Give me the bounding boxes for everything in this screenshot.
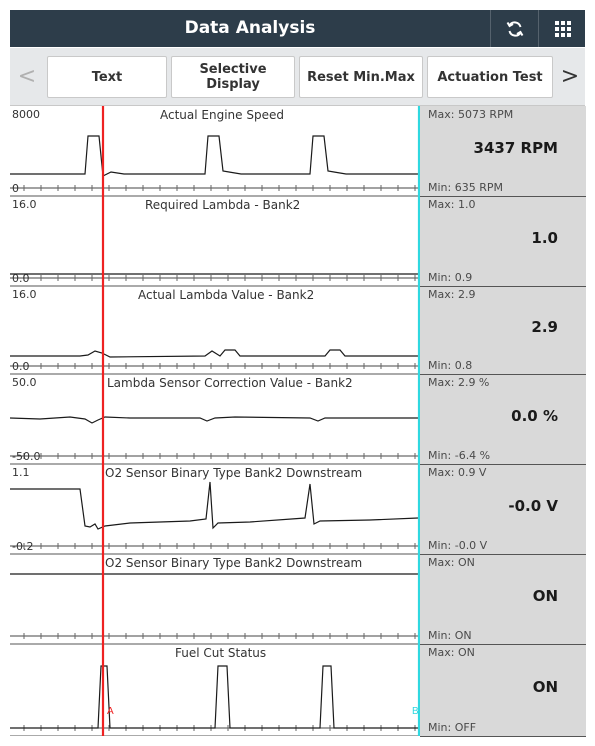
min-value: Min: OFF xyxy=(428,721,477,734)
grid-menu-button[interactable] xyxy=(538,10,587,47)
max-value: Max: 2.9 % xyxy=(428,376,490,389)
value-sidebar xyxy=(420,106,586,736)
max-value: Max: ON xyxy=(428,556,475,569)
refresh-button[interactable] xyxy=(490,10,539,47)
cursor-b-label: B xyxy=(412,706,419,717)
prev-arrow-button[interactable]: < xyxy=(17,64,37,89)
current-value: ON xyxy=(532,678,558,696)
y-axis-max-label: 16.0 xyxy=(12,198,37,211)
min-value: Min: 0.8 xyxy=(428,359,473,372)
value-panel xyxy=(420,554,586,645)
panel-title: Required Lambda - Bank2 xyxy=(145,198,301,212)
value-panel xyxy=(420,644,586,737)
signal-trace xyxy=(10,136,418,176)
text-button[interactable]: Text xyxy=(47,56,167,98)
selective-display-button[interactable]: Selective Display xyxy=(171,56,295,98)
panel-title: Lambda Sensor Correction Value - Bank2 xyxy=(107,376,353,390)
max-value: Max: 5073 RPM xyxy=(428,108,514,121)
header-bar xyxy=(10,10,585,47)
min-value: Min: -6.4 % xyxy=(428,449,491,462)
value-panel xyxy=(420,106,586,197)
panel-title: Actual Lambda Value - Bank2 xyxy=(138,288,315,302)
min-value: Min: 0.9 xyxy=(428,271,473,284)
max-value: Max: 1.0 xyxy=(428,198,476,211)
current-value: -0.0 V xyxy=(508,497,558,515)
value-panel xyxy=(420,464,586,555)
panel-title: Actual Engine Speed xyxy=(160,108,284,122)
panel-title: O2 Sensor Binary Type Bank2 Downstream xyxy=(105,556,363,570)
cursor-a-label: A xyxy=(107,706,114,717)
toolbar xyxy=(10,48,585,106)
min-value: Min: ON xyxy=(428,629,472,642)
y-axis-max-label: 1.1 xyxy=(12,466,30,479)
current-value: 1.0 xyxy=(531,229,558,247)
value-panel xyxy=(420,374,586,465)
next-arrow-button[interactable]: > xyxy=(560,64,580,89)
y-axis-max-label: 8000 xyxy=(12,108,40,121)
current-value: 2.9 xyxy=(531,318,558,336)
reset-min-max-button[interactable]: Reset Min.Max xyxy=(299,56,423,98)
value-panel xyxy=(420,286,586,375)
graph-area[interactable] xyxy=(10,106,420,736)
actuation-test-button[interactable]: Actuation Test xyxy=(427,56,553,98)
max-value: Max: 2.9 xyxy=(428,288,476,301)
min-value: Min: -0.0 V xyxy=(428,539,488,552)
y-axis-min-label: 0 xyxy=(12,182,19,195)
current-value: ON xyxy=(532,587,558,605)
value-panel xyxy=(420,196,586,287)
y-axis-min-label: -0.2 xyxy=(12,540,34,553)
max-value: Max: 0.9 V xyxy=(428,466,487,479)
panel-title: O2 Sensor Binary Type Bank2 Downstream xyxy=(105,466,363,480)
grid-icon xyxy=(554,20,572,38)
y-axis-min-label: -50.0 xyxy=(12,450,41,463)
refresh-icon xyxy=(505,19,525,39)
signal-trace xyxy=(10,417,418,423)
current-value: 3437 RPM xyxy=(473,139,558,157)
signal-trace xyxy=(10,666,418,728)
y-axis-max-label: 16.0 xyxy=(12,288,37,301)
min-value: Min: 635 RPM xyxy=(428,181,503,194)
y-axis-max-label: 50.0 xyxy=(12,376,37,389)
y-axis-min-label: 0.0 xyxy=(12,360,30,373)
page-title: Data Analysis xyxy=(184,18,316,38)
panel-title: Fuel Cut Status xyxy=(175,646,267,660)
max-value: Max: ON xyxy=(428,646,475,659)
y-axis-min-label: 0.0 xyxy=(12,272,30,285)
current-value: 0.0 % xyxy=(511,407,558,425)
signal-trace xyxy=(10,482,418,529)
signal-trace xyxy=(10,350,418,357)
